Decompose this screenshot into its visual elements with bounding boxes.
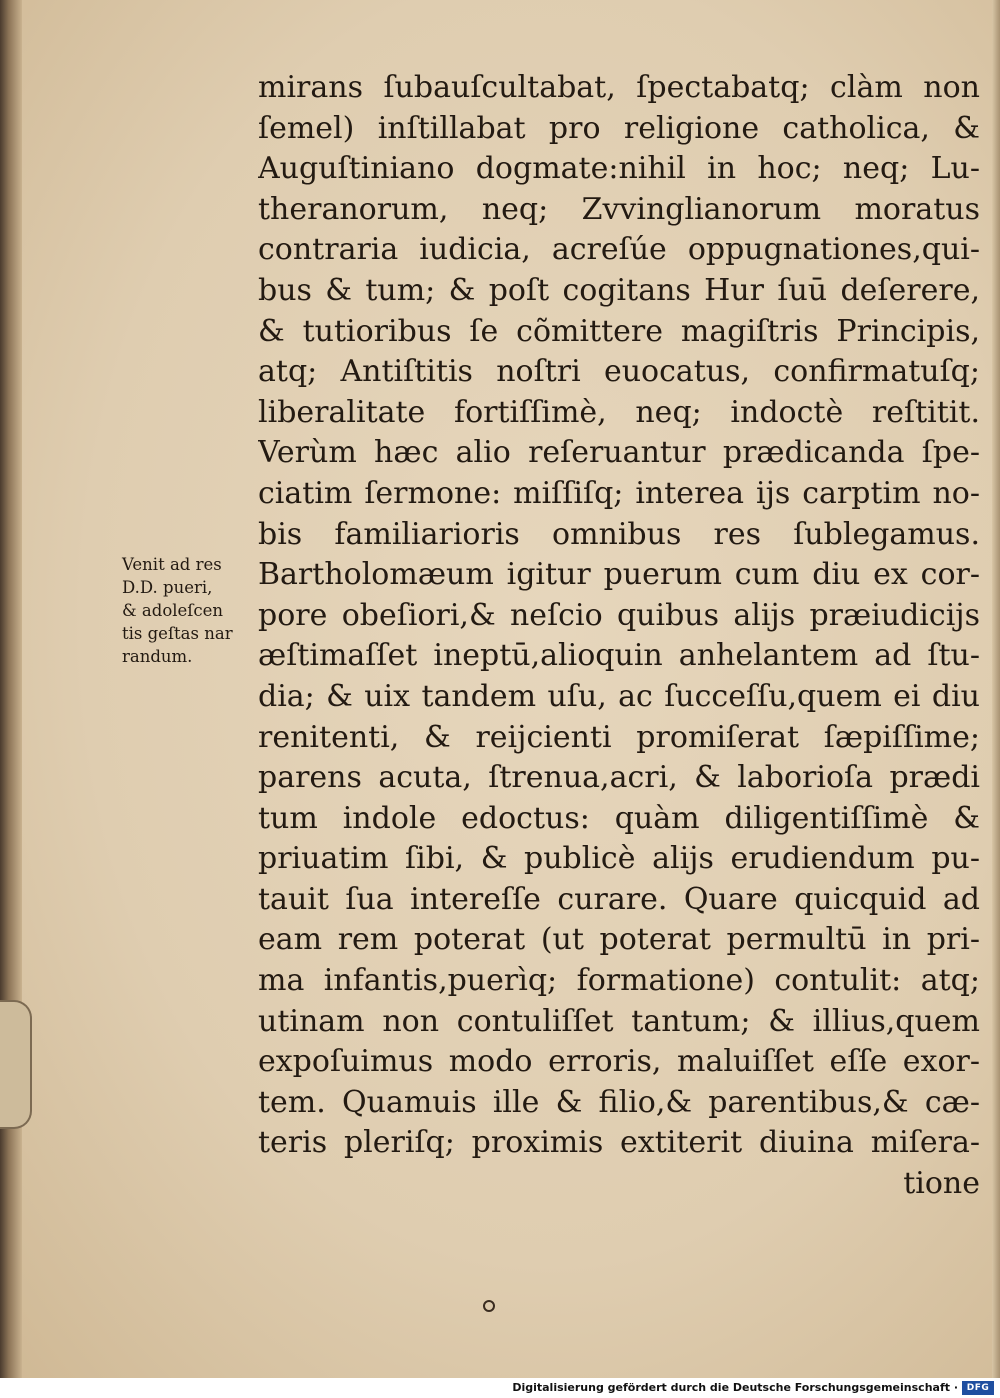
text-line-last: tione (903, 1166, 980, 1202)
text-line: tauit ſua intereſſe curare. Quare quicquid ad (258, 881, 980, 917)
text-line: Auguſtiniano dogmate:nihil in hoc; neq; Lu- (258, 151, 980, 187)
dfg-logo-icon: DFG (962, 1381, 994, 1395)
text-line: pore obeſiori,& neſcio quibus alijs præiudicijs (258, 597, 980, 633)
text-line: ma infantis,puerìq; formatione) contulit: atq; (258, 963, 980, 999)
text-line: expoſuimus modo erroris, maluiſſet eſſe exor- (258, 1044, 980, 1080)
footer-credit-text: Digitalisierung gefördert durch die Deutsche Forschungsgemeinschaft · (512, 1381, 958, 1394)
text-line: Verùm hæc alio reſeruantur prædicanda ſpe- (258, 435, 980, 471)
text-line: teris pleriſq; proximis extiterit diuina miſera- (258, 1125, 980, 1161)
marginal-note-line: Venit ad res (122, 555, 222, 574)
text-line: ſemel) inſtillabat pro religione catholica, & (258, 110, 980, 146)
text-line: tum indole edoctus: quàm diligentiſſimè & (258, 800, 980, 836)
text-line: theranorum, neq; Zvvinglianorum moratus (258, 191, 980, 227)
marginal-note-line: randum. (122, 647, 193, 666)
page-edge (992, 0, 1000, 1378)
page-tab (0, 1000, 32, 1129)
text-line: renitenti, & reijcienti promiſerat ſæpiſſime; (258, 719, 980, 755)
book-spine-shadow (0, 0, 22, 1378)
text-line: bus & tum; & poſt cogitans Hur ſuū deſerere, (258, 272, 980, 308)
text-line: atq; Antiſtitis noſtri euocatus, confirmatuſq; (258, 354, 980, 390)
text-line: mirans ſubauſcultabat, ſpectabatq; clàm non (258, 70, 980, 105)
marginal-note-line: & adoleſcen (122, 601, 224, 620)
text-line: & tutioribus ſe cõmittere magiſtris Principis, (258, 313, 980, 349)
text-line: contraria iudicia, acreſúe oppugnationes,qui- (258, 232, 980, 268)
digitization-footer (0, 1378, 1000, 1398)
text-line: ciatim ſermone: miſſiſq; interea ijs carptim no- (258, 475, 980, 511)
text-line: eam rem poterat (ut poterat permultū in pri- (258, 922, 980, 958)
text-line: æſtimaſſet ineptū,alioquin anhelantem ad ſtu- (258, 638, 980, 674)
text-line: parens acuta, ſtrenua,acri, & laborioſa prædi (258, 760, 980, 796)
text-line: Bartholomæum igitur puerum cum diu ex cor- (258, 557, 980, 593)
text-line: priuatim ſibi, & publicè alijs erudiendum pu- (258, 841, 980, 877)
main-text-block (258, 68, 980, 1205)
ink-dot-ornament (483, 1300, 495, 1312)
marginal-note-line: tis geſtas nar (122, 624, 233, 643)
text-line: dia; & uix tandem uſu, ac ſucceſſu,quem ei diu (258, 678, 980, 714)
text-line: tem. Quamuis ille & filio,& parentibus,& cæ- (258, 1084, 980, 1120)
text-line: bis familiarioris omnibus res ſublegamus. (258, 516, 980, 552)
text-line: utinam non contuliſſet tantum; & illius,quem (258, 1003, 980, 1039)
text-line: liberalitate fortiſſimè, neq; indoctè reſtitit. (258, 394, 980, 430)
marginal-note-line: D.D. pueri, (122, 578, 213, 597)
marginal-note (122, 553, 272, 668)
